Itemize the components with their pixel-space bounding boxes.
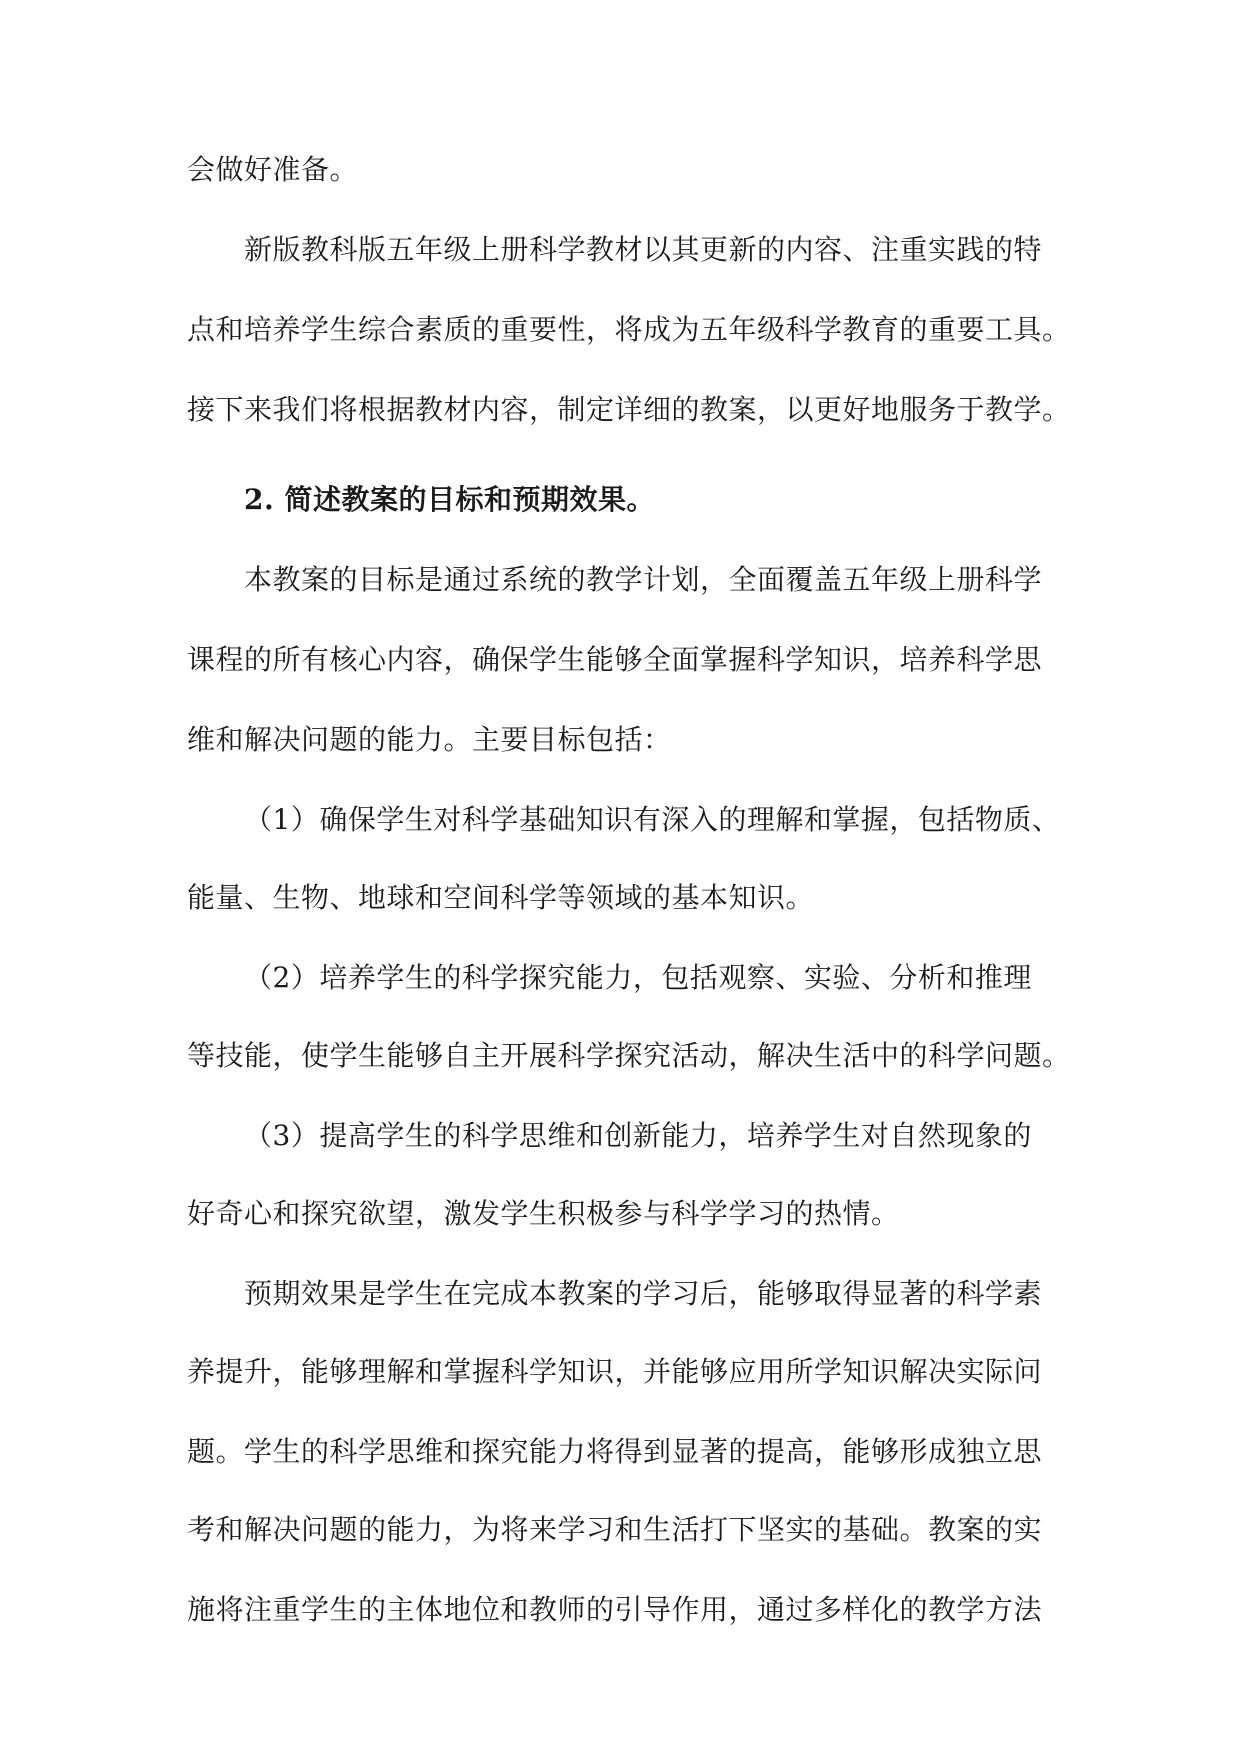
list-item-line: 能量、生物、地球和空间科学等领域的基本知识。: [187, 881, 815, 914]
paragraph-line: 本教案的目标是通过系统的教学计划，全面覆盖五年级上册科学: [244, 563, 1043, 596]
paragraph-line: 考和解决问题的能力，为将来学习和生活打下坚实的基础。教案的实: [187, 1513, 1043, 1546]
paragraph-line: 维和解决问题的能力。主要目标包括：: [187, 723, 672, 756]
list-item-line: 等技能，使学生能够自主开展科学探究活动，解决生活中的科学问题。: [187, 1039, 1071, 1072]
paragraph-line: 会做好准备。: [187, 153, 359, 186]
list-item-line: 好奇心和探究欲望，激发学生积极参与科学学习的热情。: [187, 1197, 900, 1230]
paragraph-line: 课程的所有核心内容，确保学生能够全面掌握科学知识，培养科学思: [187, 643, 1043, 676]
paragraph-line: 接下来我们将根据教材内容，制定详细的教案，以更好地服务于教学。: [187, 393, 1071, 426]
paragraph-line: 题。学生的科学思维和探究能力将得到显著的提高，能够形成独立思: [187, 1435, 1043, 1468]
list-item-line: （2）培养学生的科学探究能力，包括观察、实验、分析和推理: [244, 961, 1032, 994]
list-item-line: （3）提高学生的科学思维和创新能力，培养学生对自然现象的: [244, 1119, 1032, 1152]
paragraph-line: 施将注重学生的主体地位和教师的引导作用，通过多样化的教学方法: [187, 1593, 1043, 1626]
section-heading: 2. 简述教案的目标和预期效果。: [244, 483, 655, 516]
list-item-line: （1）确保学生对科学基础知识有深入的理解和掌握，包括物质、: [244, 803, 1061, 836]
paragraph-line: 点和培养学生综合素质的重要性，将成为五年级科学教育的重要工具。: [187, 313, 1071, 346]
paragraph-line: 新版教科版五年级上册科学教材以其更新的内容、注重实践的特: [244, 233, 1043, 266]
paragraph-line: 预期效果是学生在完成本教案的学习后，能够取得显著的科学素: [244, 1277, 1043, 1310]
paragraph-line: 养提升，能够理解和掌握科学知识，并能够应用所学知识解决实际问: [187, 1355, 1043, 1388]
